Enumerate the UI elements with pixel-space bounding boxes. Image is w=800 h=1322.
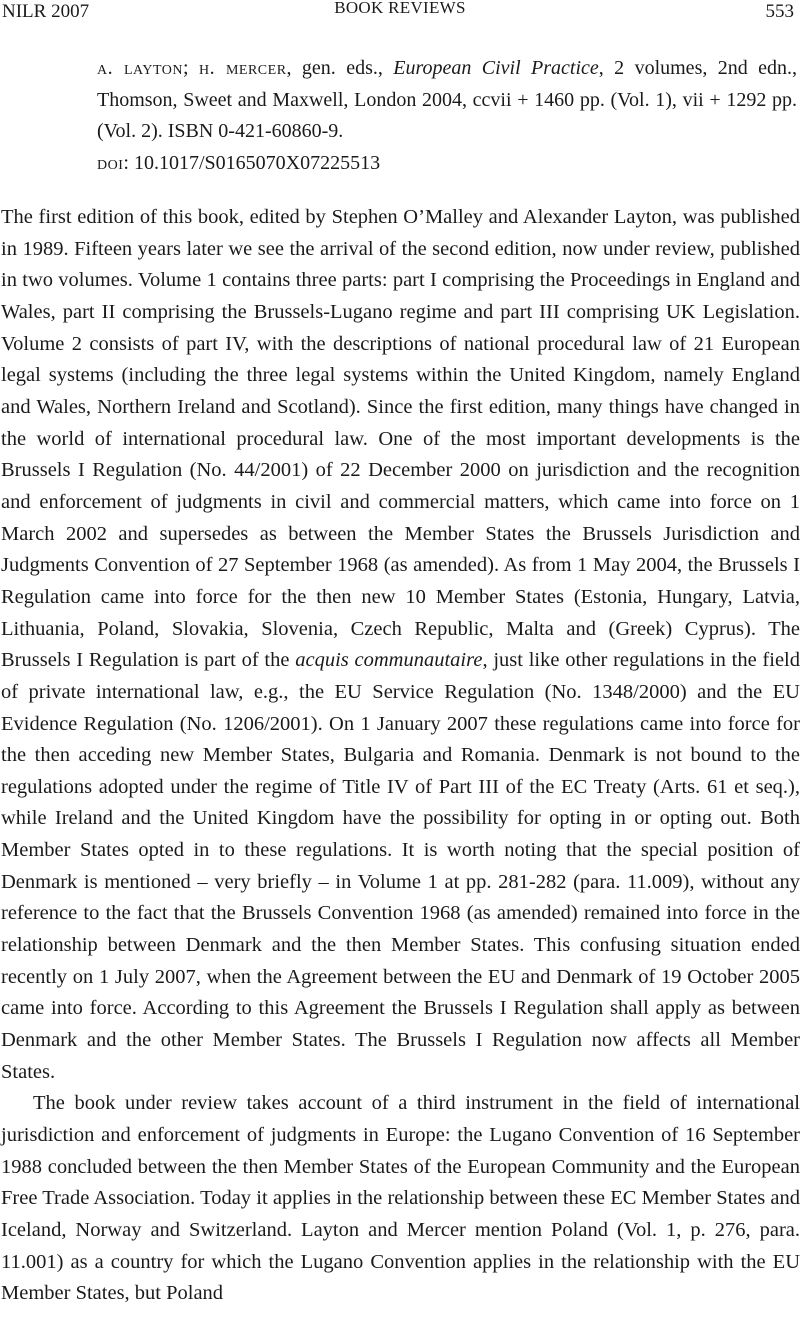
- paragraph-2: The book under review takes account of a third instrument in the field of international jurisdiction and enforcement of judgments in Europe: the Lugano Convention of 16 September 1988 concluded between the then Member States of the European Community and the European Free Trade Association. Today it applies in the relationship between these EC Member States and Iceland, Norway and Switzerland. Layton and Mercer mention Poland (Vol. 1, p. 276, para. 11.001) as a country for which the Lugano Convention applies in the relationship with the EU Member States, but Poland: [1, 1092, 800, 1305]
- book-citation: [97, 53, 797, 179]
- paragraph-1: [1, 202, 800, 1088]
- paragraph-1-text-b: , just like other regulations in the field of private international law, e.g., the EU Service Regulation (No. 1348/2000) and the EU Evidence Regulation (No. 1206/2001). On 1 January 2007 these regulations came into force for the then acceding new Member States, Bulgaria and Romania. Denmark is not bound to the regulations adopted under the regime of Title IV of Part III of the EC Treaty (Arts. 61 et seq.), while Ireland and the United Kingdom have the possibility for opting in or opting out. Both Member States opted in to these regulations. It is worth noting that the special position of Denmark is mentioned – very briefly – in Volume 1 at pp. 281-282 (para. 11.009), without any reference to the fact that the Brussels Convention 1968 (as amended) remained into force in the relationship between Denmark and the then Member States. This confusing situation ended recently on 1 July 2007, when the Agreement between the EU and Denmark of 19 October 2005 came into force. According to this Agreement the Brussels I Regulation shall apply as between Denmark and the other Member States. The Brussels I Regulation now affects all Member States.: [1, 649, 800, 1083]
- page-number: 553: [765, 1, 794, 22]
- doi-label: doi: [97, 151, 124, 174]
- running-head: [0, 0, 800, 26]
- citation-author-2: h. mercer: [198, 57, 287, 79]
- journal-name: NILR 2007: [2, 1, 90, 22]
- paragraph-1-text-a: The first edition of this book, edited by Stephen O’Malley and Alexander Layton, was published in 1989. Fifteen years later we see the arrival of the second edition, now under review, published in two volumes. Volume 1 contains three parts: part I comprising the Proceedings in England and Wales, part II comprising the Brussels-Lugano regime and part III comprising UK Legislation. Volume 2 consists of part IV, with the descriptions of national procedural law of 21 European legal systems (including the three legal systems within the United Kingdom, namely England and Wales, Northern Ireland and Scotland). Since the first edition, many things have changed in the world of international procedural law. One of the most important developments is the Brussels I Regulation (No. 44/2001) of 22 December 2000 on jurisdiction and the recognition and enforcement of judgments in civil and commercial matters, which came into force on 1 March 2002 and supersedes as between the Member States the Brussels Jurisdiction and Judgments Convention of 27 September 1968 (as amended). As from 1 May 2004, the Brussels I Regulation came into force for the then new 10 Member States (Estonia, Hungary, Latvia, Lithuania, Poland, Slovakia, Slovenia, Czech Republic, Malta and (Greek) Cyprus). The Brussels I Regulation is part of the: [1, 206, 800, 672]
- review-body: [1, 202, 800, 1310]
- citation-doi: [97, 148, 797, 180]
- citation-separator: ;: [183, 57, 199, 79]
- paragraph-1-italic-term: acquis communautaire: [295, 649, 483, 672]
- citation-publication-details: , 2 volumes, 2nd edn., Thomson, Sweet and Maxwell, London 2004, ccvii + 1460 pp. (Vol. 1), vii + 1292 pp. (Vol. 2). ISBN 0-421-60860-9.: [97, 57, 797, 142]
- section-title: BOOK REVIEWS: [334, 0, 466, 17]
- citation-author-1: a. layton: [97, 57, 184, 79]
- citation-editor-note: , gen. eds.,: [286, 57, 394, 79]
- doi-value: : 10.1017/S0165070X07225513: [123, 151, 381, 174]
- citation-book-title: European Civil Practice: [393, 57, 599, 79]
